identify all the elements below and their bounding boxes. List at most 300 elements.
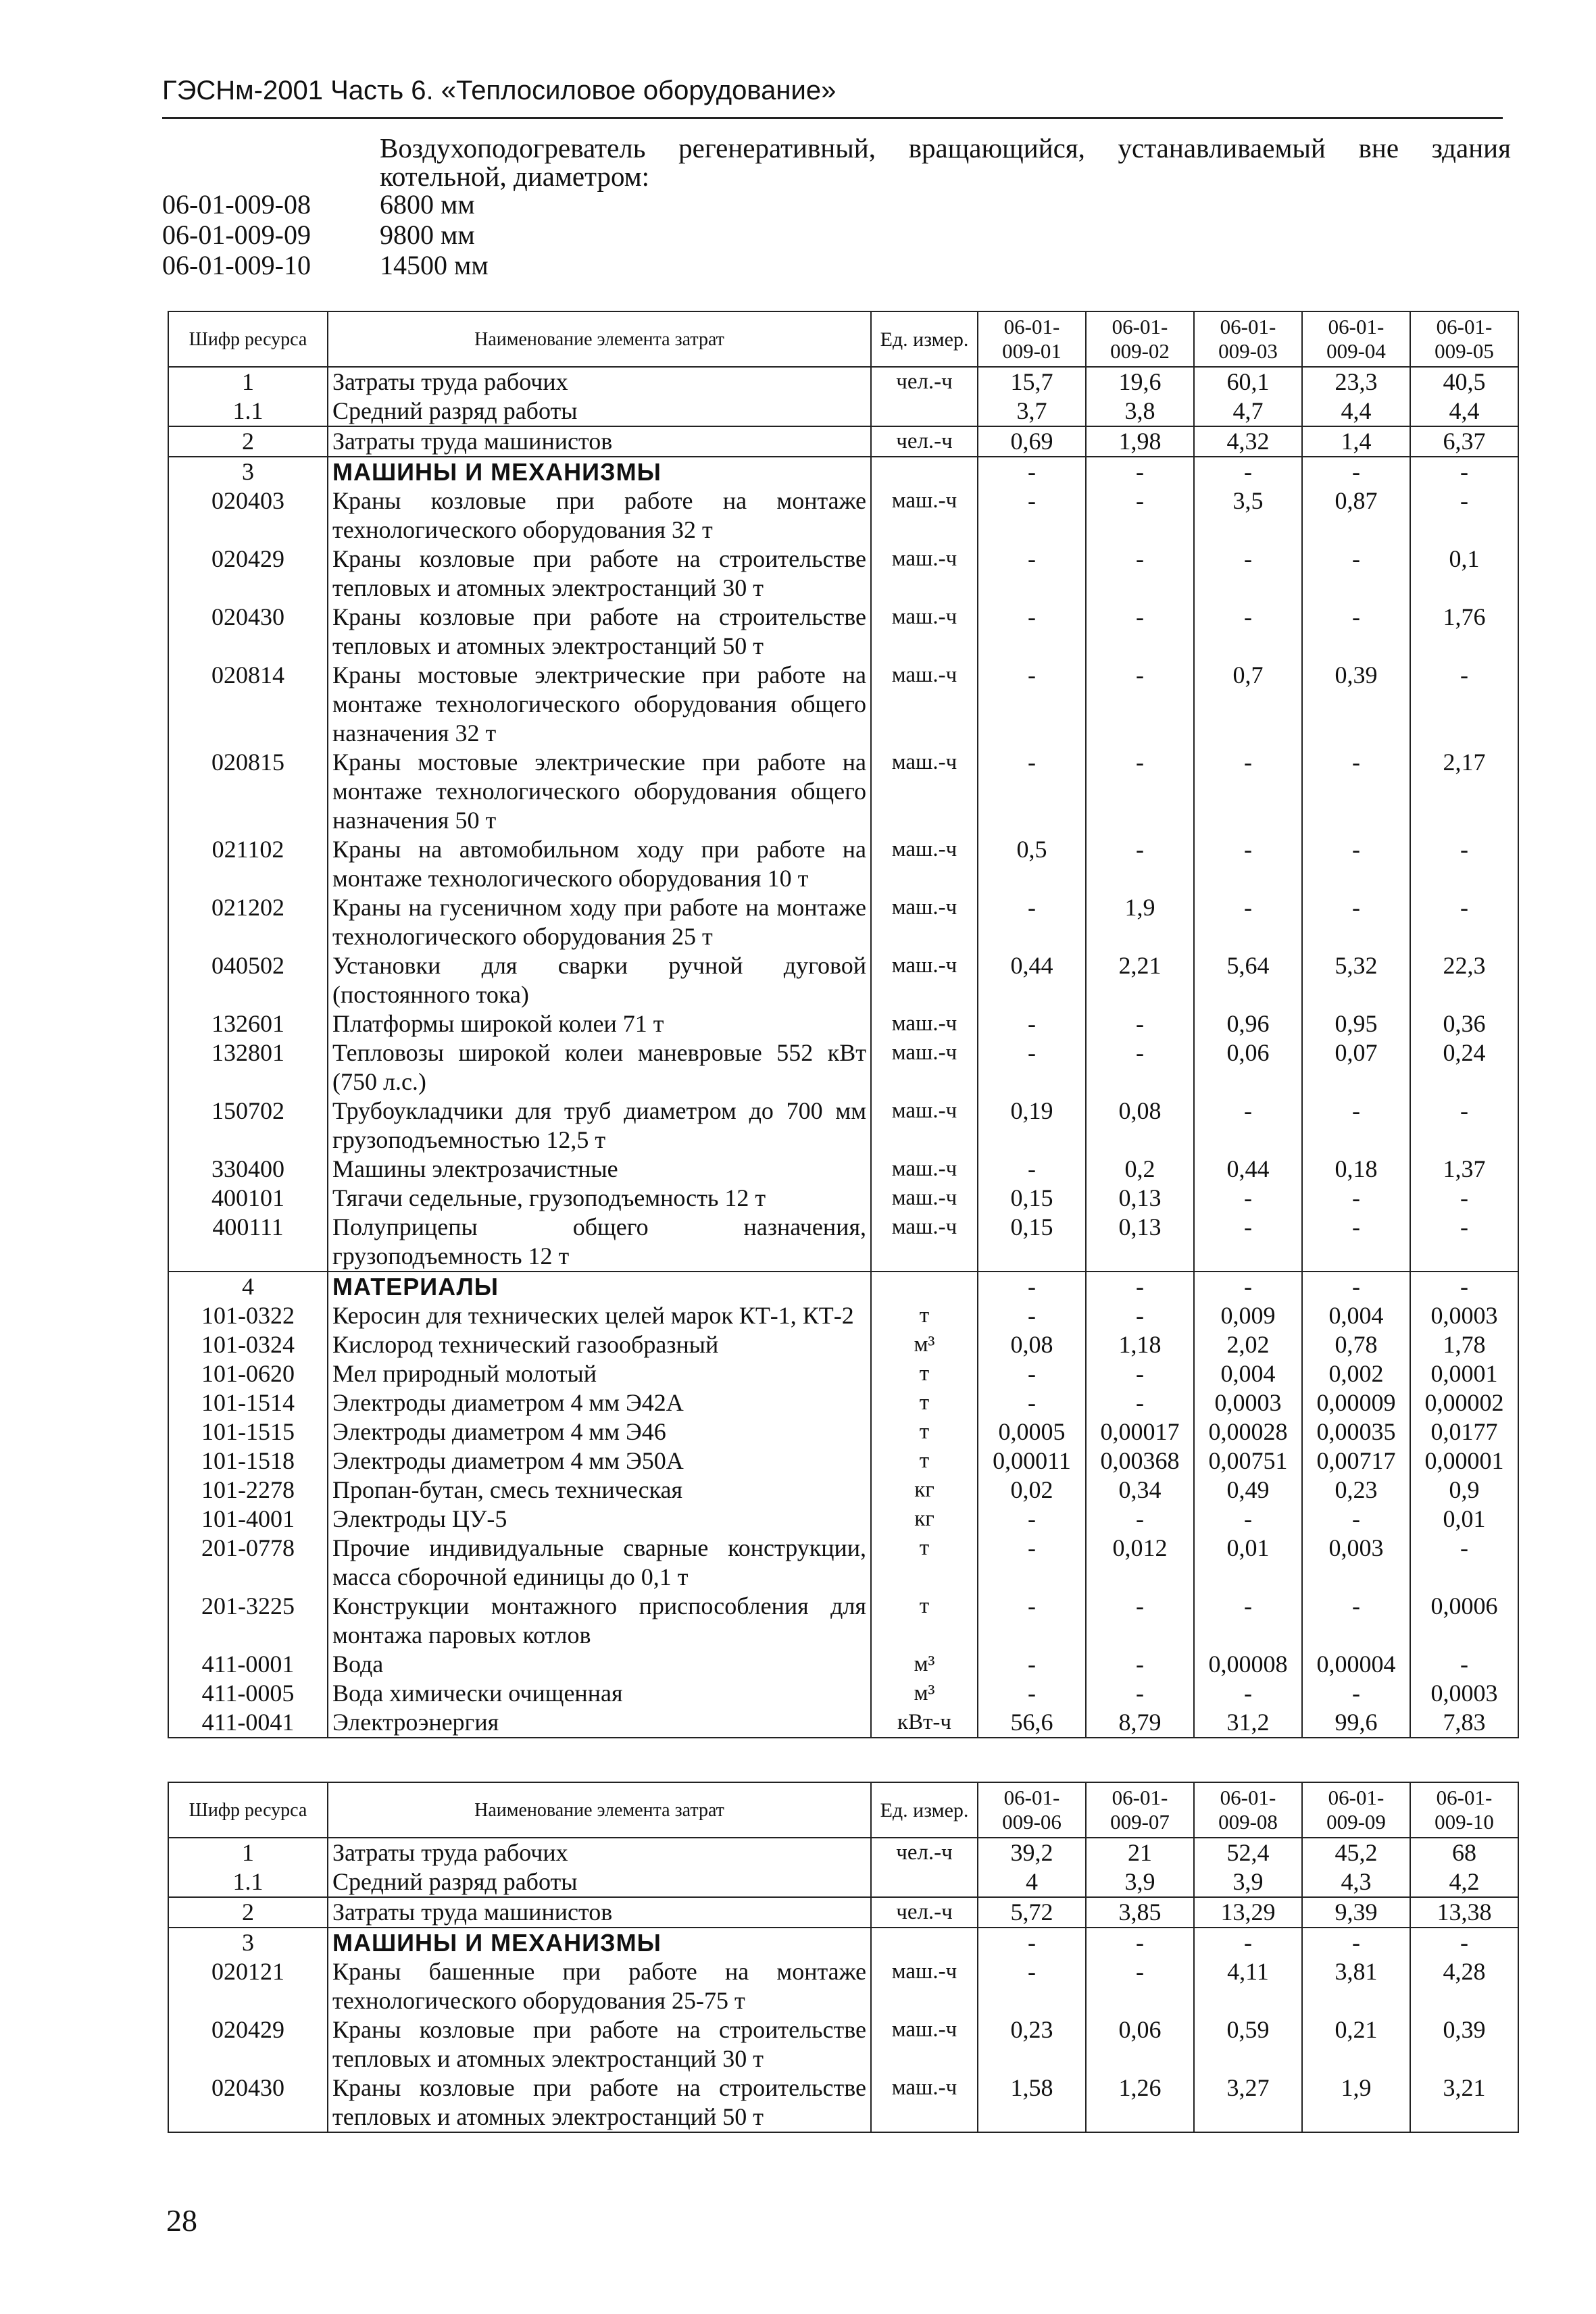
table-header-row (168, 311, 1518, 367)
value-cell: 0,34 (1086, 1476, 1194, 1505)
value-cell: - (978, 1650, 1086, 1679)
value-cell: - (978, 1505, 1086, 1534)
unit-cell: чел.-ч (871, 1897, 978, 1928)
value-cell: 0,24 (1410, 1038, 1518, 1097)
value-cell: 0,44 (978, 951, 1086, 1009)
table-row (168, 603, 1518, 661)
value-cell: - (1086, 1592, 1194, 1650)
value-cell: 1,37 (1410, 1155, 1518, 1184)
unit-cell: маш.-ч (871, 748, 978, 835)
resource-name: Краны мостовые электрические при работе на монтаже технологического оборудования общего назначения 32 т (328, 661, 871, 748)
resource-name: Прочие индивидуальные сварные конструкции, масса сборочной единицы до 0,1 т (328, 1534, 871, 1592)
value-cell: 0,0177 (1410, 1417, 1518, 1447)
unit-cell: маш.-ч (871, 545, 978, 603)
resource-code: 411-0005 (168, 1679, 328, 1708)
value-cell: - (1194, 1097, 1302, 1155)
value-cell: 0,5 (978, 835, 1086, 893)
unit-cell: маш.-ч (871, 1184, 978, 1213)
value-cell: - (1086, 748, 1194, 835)
value-cell: - (978, 486, 1086, 545)
table-row (168, 1650, 1518, 1679)
header-column: 06-01- 009-06 (978, 1782, 1086, 1838)
resource-name: Полуприцепы общего назначения, грузоподъемность 12 т (328, 1213, 871, 1272)
value-cell: 22,3 (1410, 951, 1518, 1009)
table-row (168, 1957, 1518, 2015)
value-cell: - (978, 603, 1086, 661)
value-cell: - (978, 1155, 1086, 1184)
value-cell: 4,4 (1410, 397, 1518, 426)
header-unit: Ед. измер. (871, 311, 978, 367)
resource-name: Затраты труда рабочих (328, 367, 871, 397)
header-column: 06-01- 009-08 (1194, 1782, 1302, 1838)
table-row (168, 1476, 1518, 1505)
value-cell: - (1086, 603, 1194, 661)
value-cell: 0,0006 (1410, 1592, 1518, 1650)
value-cell: 3,21 (1410, 2073, 1518, 2132)
value-cell: 39,2 (978, 1838, 1086, 1867)
value-cell: - (1086, 1957, 1194, 2015)
resource-code: 020430 (168, 603, 328, 661)
resource-name: Мел природный молотый (328, 1359, 871, 1388)
unit-cell: маш.-ч (871, 486, 978, 545)
table-row (168, 1184, 1518, 1213)
value-cell: - (1194, 748, 1302, 835)
value-cell: - (1194, 835, 1302, 893)
resource-code: 101-1515 (168, 1417, 328, 1447)
value-cell: 0,00028 (1194, 1417, 1302, 1447)
value-cell: - (1302, 1505, 1410, 1534)
value-cell: - (1410, 1928, 1518, 1957)
table-row (168, 1213, 1518, 1272)
value-cell: 1,18 (1086, 1330, 1194, 1359)
section-row (168, 1272, 1518, 1301)
unit-cell: маш.-ч (871, 1009, 978, 1038)
header-column: 06-01- 009-10 (1410, 1782, 1518, 1838)
value-cell: 0,49 (1194, 1476, 1302, 1505)
table-row (168, 2015, 1518, 2073)
value-cell: 1,26 (1086, 2073, 1194, 2132)
value-cell: - (1086, 1272, 1194, 1301)
value-cell: - (978, 661, 1086, 748)
table-row (168, 1330, 1518, 1359)
unit-cell: т (871, 1592, 978, 1650)
resource-name: Краны козловые при работе на монтаже технологического оборудования 32 т (328, 486, 871, 545)
value-cell: 0,0003 (1194, 1388, 1302, 1417)
value-cell: - (1410, 1534, 1518, 1592)
unit-cell: маш.-ч (871, 1957, 978, 2015)
value-cell: - (1086, 835, 1194, 893)
value-cell: - (1194, 545, 1302, 603)
resource-code: 3 (168, 457, 328, 486)
table-row (168, 748, 1518, 835)
value-cell: 45,2 (1302, 1838, 1410, 1867)
value-cell: 4,32 (1194, 426, 1302, 457)
value-cell: 0,18 (1302, 1155, 1410, 1184)
value-cell: 23,3 (1302, 367, 1410, 397)
resource-code: 101-0620 (168, 1359, 328, 1388)
value-cell: - (1194, 603, 1302, 661)
value-cell: 0,00004 (1302, 1650, 1410, 1679)
value-cell: 0,08 (978, 1330, 1086, 1359)
resource-code: 201-3225 (168, 1592, 328, 1650)
value-cell: - (1302, 1213, 1410, 1272)
value-cell: 0,004 (1194, 1359, 1302, 1388)
value-cell: - (1194, 893, 1302, 951)
table-header-row (168, 1782, 1518, 1838)
resource-name: Электроды диаметром 4 мм Э50А (328, 1447, 871, 1476)
resource-name: МАТЕРИАЛЫ (328, 1272, 871, 1301)
value-cell: - (1302, 748, 1410, 835)
resource-name: Электроды диаметром 4 мм Э46 (328, 1417, 871, 1447)
value-cell: 5,72 (978, 1897, 1086, 1928)
unit-cell: чел.-ч (871, 1838, 978, 1867)
resource-code: 411-0001 (168, 1650, 328, 1679)
resource-code: 411-0041 (168, 1708, 328, 1738)
value-cell: - (1410, 1213, 1518, 1272)
header-column: 06-01- 009-01 (978, 311, 1086, 367)
table-body (168, 1838, 1518, 2132)
value-cell: - (1086, 1679, 1194, 1708)
value-cell: 68 (1410, 1838, 1518, 1867)
value-cell: 15,7 (978, 367, 1086, 397)
intro-code: 06-01-009-10 (162, 250, 311, 280)
resource-name: Конструкции монтажного приспособления для монтажа паровых котлов (328, 1592, 871, 1650)
header-column: 06-01- 009-04 (1302, 311, 1410, 367)
value-cell: 2,17 (1410, 748, 1518, 835)
value-cell: 0,13 (1086, 1213, 1194, 1272)
intro-code: 06-01-009-09 (162, 220, 311, 250)
header-column: 06-01- 009-07 (1086, 1782, 1194, 1838)
table-row (168, 1679, 1518, 1708)
table-row (168, 893, 1518, 951)
value-cell: 0,23 (978, 2015, 1086, 2073)
resource-table-1 (168, 311, 1519, 1738)
table-row (168, 1417, 1518, 1447)
resource-name: Краны козловые при работе на строительстве тепловых и атомных электростанций 30 т (328, 545, 871, 603)
value-cell: 3,85 (1086, 1897, 1194, 1928)
resource-code: 021102 (168, 835, 328, 893)
unit-cell (871, 457, 978, 486)
value-cell: 0,96 (1194, 1009, 1302, 1038)
resource-code: 101-1518 (168, 1447, 328, 1476)
resource-name: МАШИНЫ И МЕХАНИЗМЫ (328, 457, 871, 486)
resource-name: Вода химически очищенная (328, 1679, 871, 1708)
unit-cell: маш.-ч (871, 951, 978, 1009)
value-cell: - (1302, 835, 1410, 893)
header-name: Наименование элемента затрат (328, 1782, 871, 1838)
value-cell: - (1302, 603, 1410, 661)
value-cell: - (1194, 1184, 1302, 1213)
unit-cell: кг (871, 1505, 978, 1534)
table-row (168, 1838, 1518, 1867)
value-cell: 0,87 (1302, 486, 1410, 545)
table-row (168, 951, 1518, 1009)
value-cell: 1,4 (1302, 426, 1410, 457)
table-row (168, 1359, 1518, 1388)
resource-name: Керосин для технических целей марок КТ-1, КТ-2 (328, 1301, 871, 1330)
value-cell: 3,7 (978, 397, 1086, 426)
unit-cell: маш.-ч (871, 1097, 978, 1155)
resource-name: МАШИНЫ И МЕХАНИЗМЫ (328, 1928, 871, 1957)
value-cell: 2,02 (1194, 1330, 1302, 1359)
unit-cell: чел.-ч (871, 367, 978, 397)
resource-code: 132801 (168, 1038, 328, 1097)
value-cell: 5,32 (1302, 951, 1410, 1009)
header-column: 06-01- 009-02 (1086, 311, 1194, 367)
resource-code: 020121 (168, 1957, 328, 2015)
value-cell: - (1086, 1650, 1194, 1679)
value-cell: - (1410, 457, 1518, 486)
table-row (168, 1592, 1518, 1650)
unit-cell: т (871, 1417, 978, 1447)
resource-code: 101-0322 (168, 1301, 328, 1330)
value-cell: - (978, 1272, 1086, 1301)
resource-code: 101-2278 (168, 1476, 328, 1505)
value-cell: 1,9 (1086, 893, 1194, 951)
table-row (168, 1708, 1518, 1738)
resource-code: 1.1 (168, 397, 328, 426)
unit-cell: маш.-ч (871, 1213, 978, 1272)
value-cell: 0,012 (1086, 1534, 1194, 1592)
resource-code: 400111 (168, 1213, 328, 1272)
intro-text: 6800 мм (380, 189, 475, 220)
value-cell: 0,13 (1086, 1184, 1194, 1213)
value-cell: - (1302, 457, 1410, 486)
value-cell: 0,2 (1086, 1155, 1194, 1184)
resource-name: Машины электрозачистные (328, 1155, 871, 1184)
value-cell: - (978, 545, 1086, 603)
resource-name: Средний разряд работы (328, 1867, 871, 1897)
page-header (162, 76, 1503, 119)
value-cell: - (978, 1957, 1086, 2015)
value-cell: 0,23 (1302, 1476, 1410, 1505)
resource-name: Краны на гусеничном ходу при работе на монтаже технологического оборудования 25 т (328, 893, 871, 951)
value-cell: - (1194, 1928, 1302, 1957)
intro-line (162, 191, 1511, 221)
value-cell: - (1302, 1592, 1410, 1650)
value-cell: 0,00008 (1194, 1650, 1302, 1679)
resource-code: 021202 (168, 893, 328, 951)
unit-cell: т (871, 1534, 978, 1592)
header-code: Шифр ресурса (168, 1782, 328, 1838)
unit-cell: маш.-ч (871, 603, 978, 661)
value-cell: - (1086, 457, 1194, 486)
resource-code: 020815 (168, 748, 328, 835)
value-cell: - (1086, 1388, 1194, 1417)
intro-text: 9800 мм (380, 220, 475, 250)
value-cell: 1,98 (1086, 426, 1194, 457)
value-cell: - (1410, 835, 1518, 893)
table-row (168, 1505, 1518, 1534)
value-cell: - (978, 1301, 1086, 1330)
value-cell: - (1302, 1679, 1410, 1708)
value-cell: - (978, 1534, 1086, 1592)
value-cell: - (1410, 486, 1518, 545)
resource-name: Тягачи седельные, грузоподъемность 12 т (328, 1184, 871, 1213)
value-cell: 0,21 (1302, 2015, 1410, 2073)
value-cell: 60,1 (1194, 367, 1302, 397)
intro-code: 06-01-009-08 (162, 189, 311, 220)
value-cell: 0,39 (1302, 661, 1410, 748)
resource-name: Средний разряд работы (328, 397, 871, 426)
resource-code: 040502 (168, 951, 328, 1009)
resource-name: Краны козловые при работе на строительстве тепловых и атомных электростанций 30 т (328, 2015, 871, 2073)
resource-name: Вода (328, 1650, 871, 1679)
section-row (168, 1928, 1518, 1957)
table-row (168, 1897, 1518, 1928)
value-cell: 21 (1086, 1838, 1194, 1867)
intro-line (162, 221, 1511, 251)
value-cell: 4,7 (1194, 397, 1302, 426)
value-cell: - (1410, 893, 1518, 951)
value-cell: 1,76 (1410, 603, 1518, 661)
value-cell: - (1194, 1272, 1302, 1301)
value-cell: 0,00002 (1410, 1388, 1518, 1417)
value-cell: 0,00368 (1086, 1447, 1194, 1476)
value-cell: 0,003 (1302, 1534, 1410, 1592)
value-cell: 0,78 (1302, 1330, 1410, 1359)
unit-cell: м³ (871, 1650, 978, 1679)
value-cell: - (978, 457, 1086, 486)
table-row (168, 1009, 1518, 1038)
resource-table-2 (168, 1782, 1519, 2133)
unit-cell: маш.-ч (871, 1155, 978, 1184)
value-cell: - (1302, 1928, 1410, 1957)
value-cell: 0,0001 (1410, 1359, 1518, 1388)
header-column: 06-01- 009-05 (1410, 311, 1518, 367)
value-cell: - (1302, 893, 1410, 951)
value-cell: - (1086, 1009, 1194, 1038)
value-cell: 0,0003 (1410, 1679, 1518, 1708)
value-cell: - (978, 893, 1086, 951)
resource-name: Краны мостовые электрические при работе на монтаже технологического оборудования общего назначения 50 т (328, 748, 871, 835)
value-cell: 1,9 (1302, 2073, 1410, 2132)
value-cell: 0,00717 (1302, 1447, 1410, 1476)
value-cell: 0,9 (1410, 1476, 1518, 1505)
value-cell: - (978, 748, 1086, 835)
value-cell: 4,11 (1194, 1957, 1302, 2015)
value-cell: 0,00001 (1410, 1447, 1518, 1476)
value-cell: 0,06 (1194, 1038, 1302, 1097)
value-cell: - (1410, 1650, 1518, 1679)
value-cell: - (978, 1679, 1086, 1708)
value-cell: 0,0003 (1410, 1301, 1518, 1330)
value-cell: - (1194, 1592, 1302, 1650)
resource-name: Установки для сварки ручной дуговой (постоянного тока) (328, 951, 871, 1009)
value-cell: 0,00009 (1302, 1388, 1410, 1417)
value-cell: 7,83 (1410, 1708, 1518, 1738)
value-cell: - (978, 1038, 1086, 1097)
value-cell: 0,36 (1410, 1009, 1518, 1038)
value-cell: 4,2 (1410, 1867, 1518, 1897)
table-row (168, 426, 1518, 457)
value-cell: 0,06 (1086, 2015, 1194, 2073)
value-cell: - (1194, 1213, 1302, 1272)
resource-name: Затраты труда рабочих (328, 1838, 871, 1867)
unit-cell (871, 397, 978, 426)
unit-cell: т (871, 1388, 978, 1417)
value-cell: 0,69 (978, 426, 1086, 457)
value-cell: - (1410, 1272, 1518, 1301)
value-cell: 3,5 (1194, 486, 1302, 545)
resource-code: 201-0778 (168, 1534, 328, 1592)
header-unit: Ед. измер. (871, 1782, 978, 1838)
resource-code: 020429 (168, 545, 328, 603)
value-cell: - (1086, 661, 1194, 748)
table-row (168, 1155, 1518, 1184)
value-cell: 0,15 (978, 1184, 1086, 1213)
value-cell: - (1086, 1359, 1194, 1388)
value-cell: 0,08 (1086, 1097, 1194, 1155)
resource-name: Затраты труда машинистов (328, 426, 871, 457)
intro-line (162, 251, 1511, 282)
resource-name: Краны козловые при работе на строительстве тепловых и атомных электростанций 50 т (328, 603, 871, 661)
unit-cell: маш.-ч (871, 893, 978, 951)
table-row (168, 545, 1518, 603)
resource-name: Электроды ЦУ-5 (328, 1505, 871, 1534)
value-cell: 0,00017 (1086, 1417, 1194, 1447)
section-row (168, 457, 1518, 486)
table-row (168, 1447, 1518, 1476)
intro-text: 14500 мм (380, 250, 489, 280)
value-cell: - (1302, 1097, 1410, 1155)
table-row (168, 1867, 1518, 1897)
unit-cell: маш.-ч (871, 1038, 978, 1097)
unit-cell: кВт-ч (871, 1708, 978, 1738)
unit-cell (871, 1272, 978, 1301)
value-cell: 9,39 (1302, 1897, 1410, 1928)
resource-code: 101-1514 (168, 1388, 328, 1417)
table-row (168, 1097, 1518, 1155)
value-cell: 0,0005 (978, 1417, 1086, 1447)
value-cell: 0,009 (1194, 1301, 1302, 1330)
unit-cell: маш.-ч (871, 2073, 978, 2132)
value-cell: 1,78 (1410, 1330, 1518, 1359)
resource-code: 150702 (168, 1097, 328, 1155)
resource-code: 020814 (168, 661, 328, 748)
unit-cell: маш.-ч (871, 835, 978, 893)
value-cell: - (1410, 1184, 1518, 1213)
value-cell: - (978, 1359, 1086, 1388)
resource-code: 020429 (168, 2015, 328, 2073)
value-cell: - (1302, 545, 1410, 603)
header-column: 06-01- 009-09 (1302, 1782, 1410, 1838)
value-cell: 19,6 (1086, 367, 1194, 397)
header-column: 06-01- 009-03 (1194, 311, 1302, 367)
value-cell: 8,79 (1086, 1708, 1194, 1738)
intro-description: Воздухоподогреватель регенеративный, вращающийся, устанавливаемый вне здания котельной, диаметром: (380, 132, 1511, 192)
resource-code: 330400 (168, 1155, 328, 1184)
value-cell: - (1194, 1679, 1302, 1708)
resource-name: Краны башенные при работе на монтаже технологического оборудования 25-75 т (328, 1957, 871, 2015)
value-cell: 13,38 (1410, 1897, 1518, 1928)
value-cell: - (978, 1388, 1086, 1417)
resource-code: 1 (168, 367, 328, 397)
value-cell: 56,6 (978, 1708, 1086, 1738)
resource-code: 101-0324 (168, 1330, 328, 1359)
value-cell: - (1194, 457, 1302, 486)
value-cell: 6,37 (1410, 426, 1518, 457)
resource-code: 1.1 (168, 1867, 328, 1897)
table-row (168, 1301, 1518, 1330)
value-cell: 40,5 (1410, 367, 1518, 397)
value-cell: 2,21 (1086, 951, 1194, 1009)
value-cell: 4,4 (1302, 397, 1410, 426)
resource-name: Кислород технический газообразный (328, 1330, 871, 1359)
resource-code: 020403 (168, 486, 328, 545)
value-cell: 4 (978, 1867, 1086, 1897)
value-cell: - (978, 1592, 1086, 1650)
